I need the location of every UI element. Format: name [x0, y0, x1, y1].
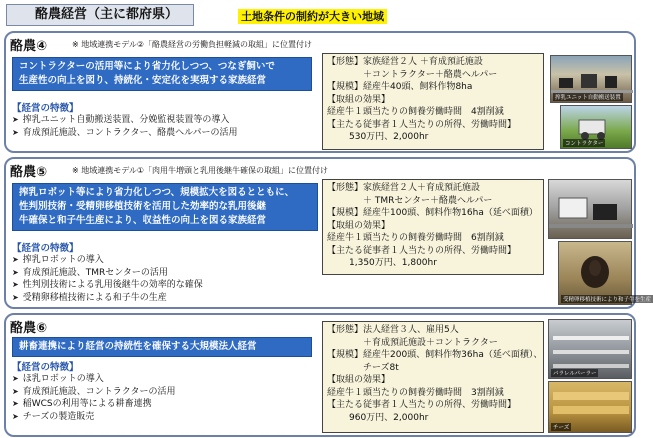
info-line: 960万円、2,000hr: [349, 412, 429, 423]
features-title: 【経営の特徴】: [12, 362, 79, 373]
info-box: [322, 321, 544, 433]
photo-caption: チーズ: [553, 425, 570, 431]
info-line: 【取組の効果】: [327, 94, 391, 105]
summary-banner: [12, 183, 318, 231]
features-title: 【経営の特徴】: [12, 103, 79, 114]
info-line: 【規模】経産牛40頭、飼料作物8ha: [327, 82, 473, 92]
photo-milking-unit: [550, 55, 632, 103]
info-line: 【規模】経産牛100頭、飼料作物16ha（延べ面積）: [327, 208, 538, 218]
info-line: 経産牛１頭当たりの飼養労働時間 3割削減: [327, 387, 504, 398]
features-title: 【経営の特徴】: [12, 243, 79, 254]
info-line: 【形態】家族経営２人 ＋育成預託施設: [327, 57, 483, 67]
banner-line: 搾乳ロボット等により省力化しつつ、規模拡大を図るとともに、: [19, 187, 295, 198]
info-line: 【主たる従事者１人当たりの所得、労働時間】: [327, 119, 517, 130]
photo-caption: コントラクター: [565, 141, 604, 147]
info-line: ＋ TMRセンター＋酪農ヘルパー: [363, 195, 493, 206]
panel-note: ※ 地域連携モデル②「酪農経営の労働負担軽減の取組」に位置付け: [72, 40, 313, 49]
features-list: [12, 254, 203, 304]
panel-title: 酪農⑤: [10, 165, 48, 180]
banner-line: 性判別技術・受精卵移植技術を活用した効率的な乳用後継: [19, 201, 267, 212]
list-item: ➤ 搾乳ユニット自動搬送装置、分娩監視装置等の導入: [12, 114, 238, 127]
photo-milking-robot: [548, 179, 632, 239]
banner-line: 生産性の向上を図り、持続化・安定化を実現する家族経営: [19, 75, 267, 86]
summary-banner: [12, 337, 312, 357]
list-item: ➤ チーズの製造販売: [12, 411, 176, 424]
photo-parallel-parlor: [548, 319, 632, 379]
photo-contractor: [560, 105, 632, 149]
list-item: ➤ 性判別技術による乳用後継牛の効率的な確保: [12, 279, 203, 292]
panel-dairy-5: [4, 157, 652, 309]
summary-banner: [12, 57, 312, 91]
info-box: [322, 53, 544, 150]
banner-line: 牛確保と和子牛生産により、収益性の向上を図る家族経営: [19, 215, 267, 226]
photo-cheese: [548, 381, 632, 433]
panel-dairy-4: [4, 31, 636, 153]
section-title: 酪農経営（主に都府県）: [6, 4, 194, 26]
robot-illustration: [549, 180, 633, 240]
info-line: 【取組の効果】: [327, 220, 391, 231]
list-item: ➤ ほ乳ロボットの導入: [12, 373, 176, 386]
photo-caption: 搾乳ユニット自動搬送装置: [555, 95, 621, 101]
list-item: ➤ 搾乳ロボットの導入: [12, 254, 203, 267]
info-line: 【取組の効果】: [327, 375, 391, 385]
info-line: 【規模】経産牛200頭、飼料作物36ha（延べ面積）、: [327, 350, 543, 360]
list-item: ➤ 稲WCSの利用等による耕畜連携: [12, 398, 176, 411]
info-line: 経産牛１頭当たりの飼養労働時間 4割削減: [327, 107, 504, 117]
info-line: 【主たる従事者１人当たりの所得、労働時間】: [327, 400, 517, 410]
features-list: [12, 373, 176, 423]
list-item: ➤ 育成預託施設、コントラクターの活用: [12, 386, 176, 399]
list-item: ➤ 受精卵移植技術による和子牛の生産: [12, 292, 203, 305]
panel-title: 酪農④: [10, 39, 48, 54]
photo-caption: 受精卵移植技術により和子牛を生産: [563, 297, 652, 303]
banner-line: 耕畜連携により経営の持続性を確保する大規模法人経営: [19, 341, 257, 352]
list-item: ➤ 育成預託施設、コントラクター、酪農ヘルパーの活用: [12, 127, 238, 140]
info-line: ＋コントラクター＋酪農ヘルパー: [363, 69, 498, 80]
photo-calf: [558, 241, 652, 305]
info-line: ＋育成預託施設＋コントラクター: [363, 337, 498, 348]
region-note: 土地条件の制約が大きい地域: [238, 9, 387, 24]
features-list: [12, 114, 238, 139]
panel-title: 酪農⑥: [10, 321, 48, 336]
info-line: 経産牛１頭当たりの飼養労働時間 6割削減: [327, 233, 504, 243]
list-item: ➤ 育成預託施設、TMRセンターの活用: [12, 267, 203, 280]
panel-dairy-6: [4, 313, 636, 437]
info-line: 530万円、2,000hr: [349, 132, 429, 142]
info-line: 1,350万円、1,800hr: [349, 258, 437, 268]
info-line: チーズ8t: [363, 362, 399, 373]
info-box: [322, 179, 544, 275]
photo-caption: パラレルパーラー: [553, 371, 597, 377]
info-line: 【形態】法人経営３人、雇用5人: [327, 325, 459, 335]
info-line: 【主たる従事者１人当たりの所得、労働時間】: [327, 245, 517, 256]
panel-note: ※ 地域連携モデル①「肉用牛増頭と乳用後継牛確保の取組」に位置付け: [72, 166, 329, 175]
info-line: 【形態】家族経営２人＋育成預託施設: [327, 183, 481, 193]
banner-line: コントラクターの活用等により省力化しつつ、つなぎ飼いで: [19, 61, 275, 72]
